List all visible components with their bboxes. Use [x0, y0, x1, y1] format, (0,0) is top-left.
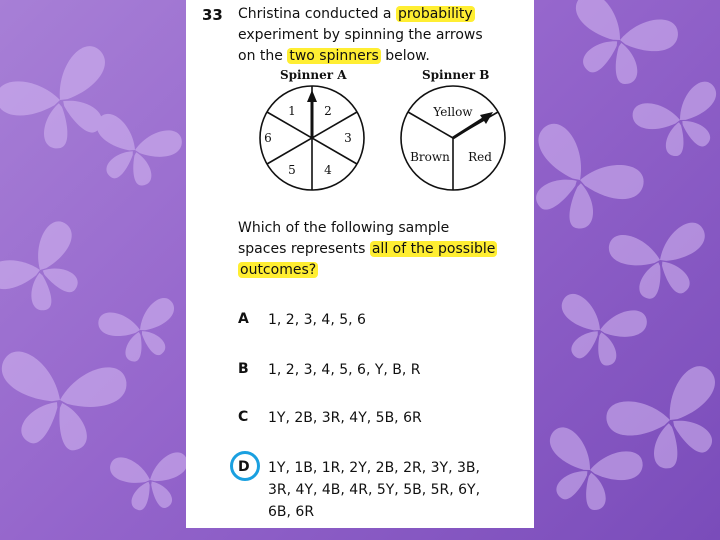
choice-c-text: 1Y, 2B, 3R, 4Y, 5B, 6R [268, 410, 422, 426]
prompt-line-2: spaces represents all of the possible [238, 241, 496, 257]
choice-c-letter: C [238, 409, 249, 425]
butterfly-icon [532, 424, 646, 521]
question-line-3: on the two spinners below. [238, 48, 430, 64]
prompt-line-3 [238, 261, 318, 279]
butterfly-icon [0, 216, 101, 327]
highlight-two-spinners: two spinners [289, 48, 379, 64]
butterfly-icon [607, 221, 714, 305]
choice-b-text: 1, 2, 3, 4, 5, 6, Y, B, R [268, 362, 421, 378]
highlight-probability: probability [397, 6, 473, 22]
choice-d-text-line-2: 3R, 4Y, 4B, 4R, 5Y, 5B, 5R, 6Y, [268, 482, 481, 498]
choice-a-letter: A [238, 311, 249, 327]
butterfly-icon [0, 41, 131, 164]
prompt-line-1: Which of the following sample [238, 220, 450, 236]
butterfly-icon [549, 291, 649, 373]
choice-d-letter: D [238, 459, 250, 475]
arrow-icon [307, 90, 317, 102]
butterfly-icon [556, 0, 682, 96]
spinner-b-section-red: Red [468, 150, 492, 164]
choice-a-text: 1, 2, 3, 4, 5, 6 [268, 312, 366, 328]
butterfly-icon [109, 452, 191, 513]
butterfly-icon [629, 79, 720, 166]
spinner-b-label: Spinner B [422, 68, 490, 82]
butterfly-icon [84, 111, 184, 193]
worksheet-page [186, 0, 534, 528]
question-line-2: experiment by spinning the arrows [238, 27, 483, 43]
highlight-outcomes: outcomes? [240, 262, 317, 278]
spinners-figure [246, 84, 516, 192]
spinner-a-section-3: 3 [344, 131, 352, 145]
butterfly-icon [96, 296, 185, 369]
spinner-a-section-4: 4 [324, 163, 332, 177]
spinner-a-section-6: 6 [264, 131, 272, 145]
question-line-1: Christina conducted a probability [238, 6, 473, 22]
butterfly-icon [0, 349, 129, 458]
question-number: 33 [202, 6, 223, 24]
spinner-a-section-5: 5 [288, 163, 296, 177]
spinner-a-arrow [307, 90, 317, 138]
spinner-a-label: Spinner A [280, 68, 347, 82]
choice-d-text-line-3: 6B, 6R [268, 504, 315, 520]
highlight-all-possible: all of the possible [371, 241, 496, 257]
spinner-b-section-brown: Brown [410, 150, 450, 164]
spinner-a-section-2: 2 [324, 104, 332, 118]
choice-b-letter: B [238, 361, 249, 377]
spinner-a-section-1: 1 [288, 104, 296, 118]
spinner-b-section-yellow: Yellow [433, 105, 473, 119]
choice-d-text-line-1: 1Y, 1B, 1R, 2Y, 2B, 2R, 3Y, 3B, [268, 460, 480, 476]
